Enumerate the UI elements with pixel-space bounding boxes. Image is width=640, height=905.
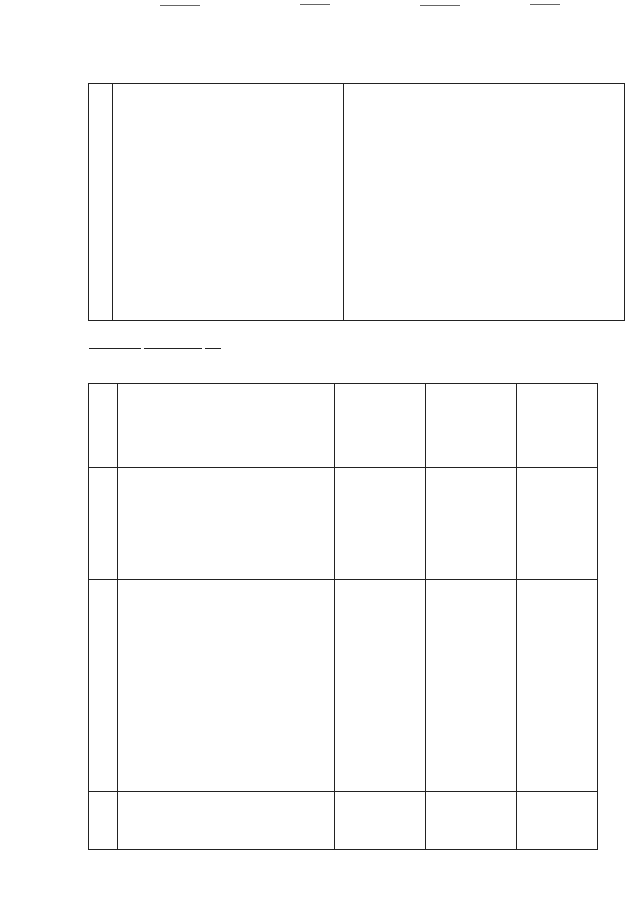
scan-mark xyxy=(160,5,200,6)
scan-mark xyxy=(530,4,560,5)
table-row xyxy=(89,792,598,850)
income-table xyxy=(88,383,598,850)
row-sum-cell xyxy=(517,580,598,792)
row-description xyxy=(118,468,335,580)
header-num xyxy=(89,384,118,468)
period-heading xyxy=(89,338,221,352)
header-income-kind xyxy=(118,384,335,468)
period-year-blank xyxy=(205,338,221,349)
row-fio-2-cell xyxy=(426,468,517,580)
header-sum xyxy=(517,384,598,468)
row-number xyxy=(89,580,118,792)
row-fio-1-cell xyxy=(335,792,426,850)
row-fio-1-cell xyxy=(335,468,426,580)
header-fio-1 xyxy=(335,384,426,468)
scan-mark xyxy=(300,4,330,5)
top-fragment-text xyxy=(113,84,343,91)
top-text-cell xyxy=(113,84,344,321)
row-number xyxy=(89,792,118,850)
row-fio-1-cell xyxy=(335,580,426,792)
row-fio-2-cell xyxy=(426,792,517,850)
row-description xyxy=(118,792,335,850)
row-fio-2-cell xyxy=(426,580,517,792)
row-sum-cell xyxy=(517,792,598,850)
scan-mark xyxy=(420,5,460,6)
table-row xyxy=(89,468,598,580)
row-number xyxy=(89,468,118,580)
top-empty-num-cell xyxy=(89,84,113,321)
top-fragment-table xyxy=(88,83,625,321)
header-fio-2 xyxy=(426,384,517,468)
table-header-row xyxy=(89,384,598,468)
period-from-blank xyxy=(89,338,141,349)
row-description xyxy=(118,580,335,792)
top-empty-cell xyxy=(344,84,625,321)
row-sum-cell xyxy=(517,468,598,580)
period-to-blank xyxy=(144,338,202,349)
table-row xyxy=(89,580,598,792)
